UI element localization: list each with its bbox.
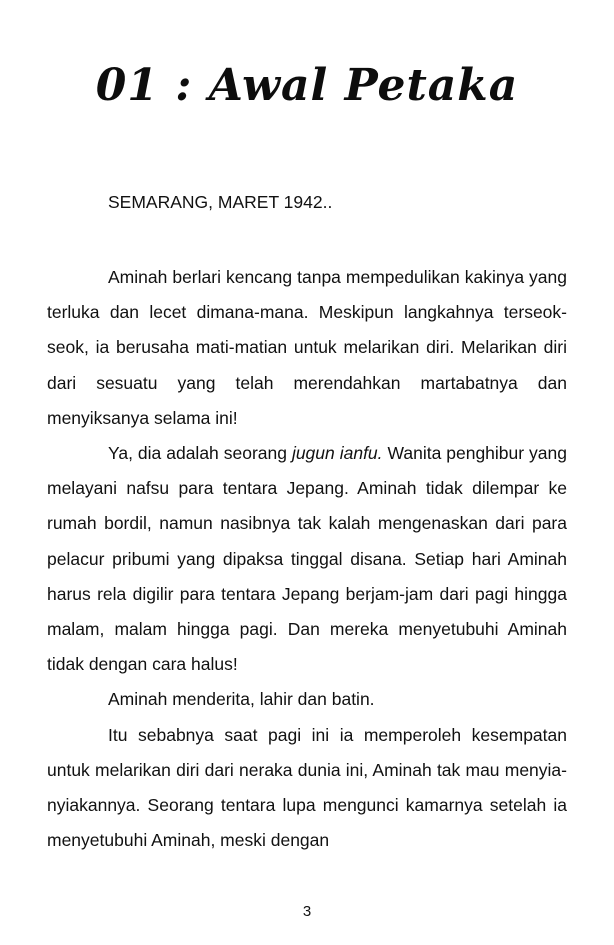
- italic-term: jugun ianfu.: [291, 443, 383, 464]
- paragraph-segment: Ya, dia adalah seorang: [108, 443, 292, 464]
- paragraph: Aminah berlari kencang tanpa mempedulikan kakinya yang terluka dan lecet dimana-mana. Meskipun langkahnya terseok-seok, ia berusaha mati-matian untuk melarikan diri. Melarikan diri dari sesuatu yang telah merendahkan martabatnya dan menyiksanya selama ini!: [47, 267, 567, 428]
- paragraph: Itu sebabnya saat pagi ini ia memperoleh kesempatan untuk melarikan diri dari neraka dunia ini, Aminah tak mau menyia-nyiakannya. Seorang tentara lupa mengunci kamarnya setelah ia menyetubuhi Aminah, meski dengan: [47, 724, 567, 851]
- paragraph: Aminah menderita, lahir dan batin.: [108, 689, 375, 710]
- page-number: 3: [302, 903, 312, 920]
- chapter-title: 01 : Awal Petaka: [95, 60, 519, 111]
- body-text: [47, 260, 567, 858]
- paragraph: [47, 436, 567, 682]
- dateline: SEMARANG, MARET 1942..: [108, 192, 333, 212]
- paragraph-segment: Wanita penghibur yang melayani nafsu para tentara Jepang. Aminah tidak dilempar ke rumah bordil, namun nasibnya tak kalah mengenaskan dari para pelacur pribumi yang dipaksa tinggal disana. Setiap hari Aminah harus rela digilir para tentara Jepang berjam-jam dari pagi hingga malam, malam hingga pagi. Dan mereka menyetubuhi Aminah tidak dengan cara halus!: [47, 443, 568, 675]
